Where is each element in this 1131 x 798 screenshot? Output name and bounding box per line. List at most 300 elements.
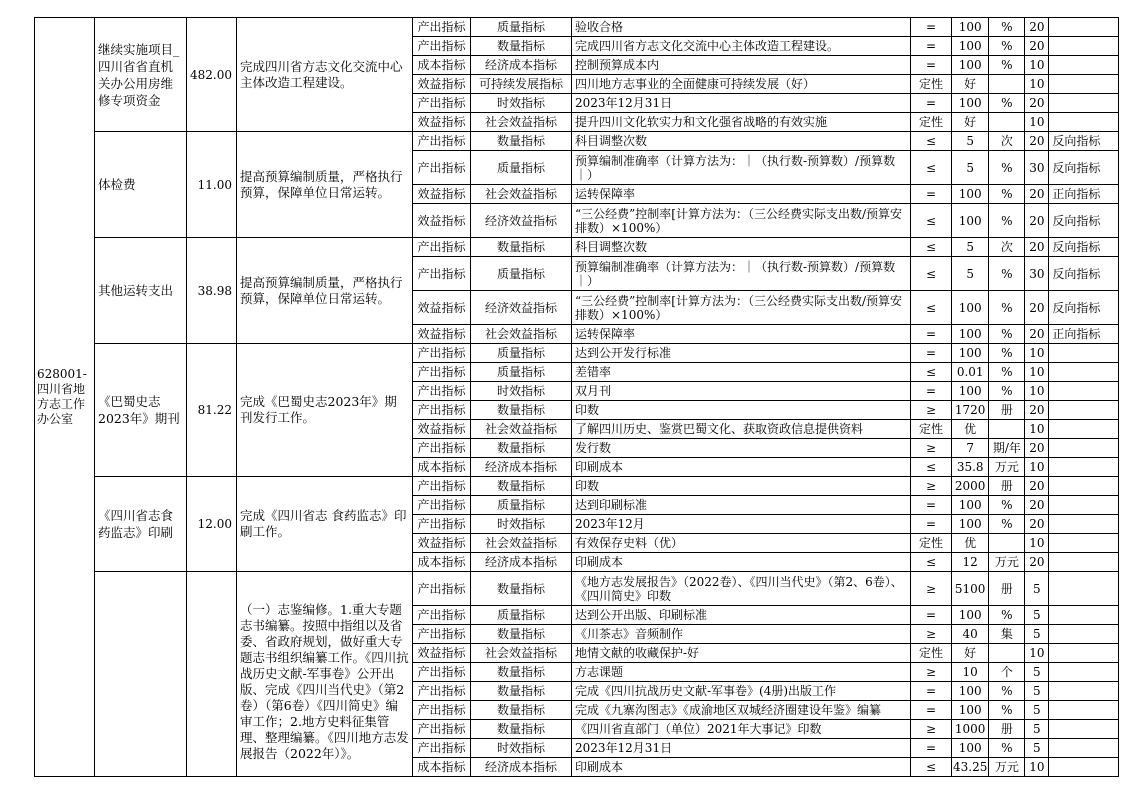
indicator-direction [1049, 739, 1119, 758]
indicator-operator: ≤ [911, 291, 952, 325]
indicator-weight: 5 [1025, 572, 1049, 606]
indicator-level2: 数量指标 [471, 625, 572, 644]
indicator-text: 科目调整次数 [572, 238, 911, 257]
table-row [35, 238, 1119, 257]
indicator-weight: 20 [1025, 185, 1049, 204]
indicator-text: 《四川省直部门（单位）2021年大事记》印数 [572, 720, 911, 739]
indicator-operator: ≤ [911, 204, 952, 238]
indicator-unit [989, 75, 1025, 94]
indicator-direction: 反向指标 [1049, 151, 1119, 185]
indicator-text: 差错率 [572, 363, 911, 382]
indicator-direction [1049, 363, 1119, 382]
indicator-text: 印刷成本 [572, 553, 911, 572]
indicator-direction [1049, 663, 1119, 682]
indicator-unit: % [989, 382, 1025, 401]
indicator-unit: % [989, 363, 1025, 382]
indicator-value: 1000 [952, 720, 989, 739]
indicator-operator: = [911, 344, 952, 363]
indicator-weight: 20 [1025, 515, 1049, 534]
indicator-level1: 产出指标 [413, 439, 471, 458]
indicator-weight: 10 [1025, 420, 1049, 439]
indicator-level2: 时效指标 [471, 94, 572, 113]
indicator-level2: 质量指标 [471, 344, 572, 363]
project-name: 《四川省志食药监志》印刷 [95, 477, 187, 572]
indicator-unit: % [989, 94, 1025, 113]
indicator-direction [1049, 344, 1119, 363]
indicator-unit: % [989, 701, 1025, 720]
indicator-text: 发行数 [572, 439, 911, 458]
indicator-weight: 10 [1025, 75, 1049, 94]
indicator-text: 科目调整次数 [572, 132, 911, 151]
indicator-text: 提升四川文化软实力和文化强省战略的有效实施 [572, 113, 911, 132]
indicator-level1: 产出指标 [413, 606, 471, 625]
indicator-direction [1049, 113, 1119, 132]
indicator-unit: % [989, 606, 1025, 625]
indicator-level2: 质量指标 [471, 257, 572, 291]
indicator-value: 100 [952, 204, 989, 238]
indicator-direction [1049, 625, 1119, 644]
indicator-value: 5 [952, 238, 989, 257]
indicator-level1: 效益指标 [413, 325, 471, 344]
indicator-unit: % [989, 56, 1025, 75]
indicator-value: 7 [952, 439, 989, 458]
indicator-text: 达到公开发行标准 [572, 344, 911, 363]
indicator-value: 5100 [952, 572, 989, 606]
indicator-weight: 5 [1025, 606, 1049, 625]
indicator-text: 有效保存史料（优） [572, 534, 911, 553]
performance-indicator-table [34, 17, 1119, 777]
indicator-weight: 10 [1025, 458, 1049, 477]
indicator-level1: 产出指标 [413, 625, 471, 644]
indicator-operator: ≥ [911, 439, 952, 458]
project-name [95, 572, 187, 777]
indicator-weight: 10 [1025, 363, 1049, 382]
org-cell: 628001-四川省地方志工作办公室 [35, 18, 95, 777]
indicator-unit: % [989, 682, 1025, 701]
indicator-unit: % [989, 496, 1025, 515]
indicator-level2: 经济成本指标 [471, 553, 572, 572]
indicator-text: 印刷成本 [572, 758, 911, 777]
indicator-level1: 效益指标 [413, 113, 471, 132]
indicator-text: 达到公开出版、印刷标准 [572, 606, 911, 625]
indicator-value: 好 [952, 75, 989, 94]
indicator-text: 2023年12月31日 [572, 739, 911, 758]
indicator-text: 2023年12月31日 [572, 94, 911, 113]
indicator-unit: 万元 [989, 758, 1025, 777]
indicator-level1: 成本指标 [413, 758, 471, 777]
indicator-unit: % [989, 37, 1025, 56]
indicator-weight: 5 [1025, 739, 1049, 758]
indicator-weight: 30 [1025, 257, 1049, 291]
indicator-text: 达到印刷标准 [572, 496, 911, 515]
indicator-operator: ≤ [911, 132, 952, 151]
indicator-direction: 正向指标 [1049, 185, 1119, 204]
indicator-weight: 30 [1025, 151, 1049, 185]
indicator-text: 验收合格 [572, 18, 911, 37]
indicator-text: 《地方志发展报告》（2022卷）、《四川当代史》（第2、6卷）、《四川简史》印数 [572, 572, 911, 606]
indicator-level1: 效益指标 [413, 291, 471, 325]
indicator-direction [1049, 37, 1119, 56]
indicator-text: 印刷成本 [572, 458, 911, 477]
indicator-value: 100 [952, 325, 989, 344]
project-goal: 提高预算编制质量，严格执行预算，保障单位日常运转。 [237, 132, 413, 238]
indicator-level1: 产出指标 [413, 382, 471, 401]
indicator-level2: 社会效益指标 [471, 325, 572, 344]
indicator-level2: 经济效益指标 [471, 291, 572, 325]
indicator-value: 12 [952, 553, 989, 572]
table-row [35, 132, 1119, 151]
indicator-weight: 20 [1025, 401, 1049, 420]
indicator-level2: 数量指标 [471, 132, 572, 151]
indicator-value: 100 [952, 496, 989, 515]
indicator-value: 优 [952, 534, 989, 553]
indicator-operator: ≤ [911, 151, 952, 185]
indicator-direction [1049, 606, 1119, 625]
indicator-unit: % [989, 151, 1025, 185]
table-row [35, 572, 1119, 606]
indicator-operator: = [911, 325, 952, 344]
indicator-value: 40 [952, 625, 989, 644]
indicator-value: 100 [952, 344, 989, 363]
indicator-level1: 效益指标 [413, 75, 471, 94]
indicator-text: 完成《九寨沟图志》《成渝地区双城经济圈建设年鉴》编纂 [572, 701, 911, 720]
indicator-level2: 质量指标 [471, 363, 572, 382]
indicator-weight: 20 [1025, 94, 1049, 113]
indicator-direction [1049, 56, 1119, 75]
indicator-direction: 反向指标 [1049, 238, 1119, 257]
indicator-unit: % [989, 325, 1025, 344]
indicator-value: 100 [952, 701, 989, 720]
indicator-value: 10 [952, 663, 989, 682]
indicator-weight: 20 [1025, 238, 1049, 257]
indicator-operator: = [911, 185, 952, 204]
indicator-weight: 20 [1025, 496, 1049, 515]
indicator-level1: 产出指标 [413, 94, 471, 113]
indicator-text: “三公经费”控制率[计算方法为：（三公经费实际支出数/预算安排数）×100%） [572, 204, 911, 238]
project-name: 继续实施项目_四川省省直机关办公用房维修专项资金 [95, 18, 187, 132]
indicator-level2: 数量指标 [471, 37, 572, 56]
indicator-weight: 10 [1025, 534, 1049, 553]
indicator-level1: 效益指标 [413, 644, 471, 663]
project-goal: 完成四川省方志文化交流中心主体改造工程建设。 [237, 18, 413, 132]
indicator-value: 35.8 [952, 458, 989, 477]
indicator-weight: 20 [1025, 477, 1049, 496]
indicator-weight: 20 [1025, 439, 1049, 458]
table-row [35, 477, 1119, 496]
indicator-unit: % [989, 515, 1025, 534]
indicator-value: 好 [952, 113, 989, 132]
indicator-value: 好 [952, 644, 989, 663]
indicator-level2: 经济效益指标 [471, 204, 572, 238]
indicator-level1: 产出指标 [413, 701, 471, 720]
indicator-unit [989, 420, 1025, 439]
indicator-operator: = [911, 739, 952, 758]
indicator-level1: 产出指标 [413, 720, 471, 739]
indicator-unit: % [989, 204, 1025, 238]
indicator-operator: = [911, 37, 952, 56]
indicator-operator: ≤ [911, 257, 952, 291]
indicator-level1: 产出指标 [413, 515, 471, 534]
indicator-direction [1049, 75, 1119, 94]
indicator-direction [1049, 515, 1119, 534]
indicator-text: “三公经费”控制率[计算方法为：（三公经费实际支出数/预算安排数）×100%） [572, 291, 911, 325]
project-name: 《巴蜀史志2023年》期刊 [95, 344, 187, 477]
indicator-level1: 效益指标 [413, 534, 471, 553]
indicator-unit: % [989, 739, 1025, 758]
indicator-operator: 定性 [911, 644, 952, 663]
indicator-level1: 产出指标 [413, 363, 471, 382]
indicator-level1: 产出指标 [413, 572, 471, 606]
indicator-level1: 产出指标 [413, 132, 471, 151]
indicator-direction [1049, 477, 1119, 496]
indicator-direction [1049, 458, 1119, 477]
indicator-level2: 时效指标 [471, 382, 572, 401]
project-name: 其他运转支出 [95, 238, 187, 344]
table-row [35, 344, 1119, 363]
indicator-direction: 反向指标 [1049, 204, 1119, 238]
indicator-text: 了解四川历史、鉴赏巴蜀文化、获取资政信息提供资料 [572, 420, 911, 439]
indicator-level1: 成本指标 [413, 458, 471, 477]
indicator-direction [1049, 382, 1119, 401]
project-goal: 完成《巴蜀史志2023年》期刊发行工作。 [237, 344, 413, 477]
indicator-level2: 可持续发展指标 [471, 75, 572, 94]
indicator-unit: % [989, 291, 1025, 325]
indicator-unit: 次 [989, 238, 1025, 257]
table-row [35, 18, 1119, 37]
indicator-level2: 数量指标 [471, 682, 572, 701]
indicator-operator: = [911, 606, 952, 625]
indicator-weight: 5 [1025, 625, 1049, 644]
indicator-level2: 质量指标 [471, 606, 572, 625]
indicator-unit: % [989, 185, 1025, 204]
project-amount: 81.22 [187, 344, 237, 477]
indicator-level1: 产出指标 [413, 401, 471, 420]
indicator-level1: 效益指标 [413, 185, 471, 204]
indicator-operator: = [911, 94, 952, 113]
indicator-weight: 20 [1025, 204, 1049, 238]
indicator-value: 优 [952, 420, 989, 439]
indicator-operator: = [911, 56, 952, 75]
indicator-direction: 反向指标 [1049, 132, 1119, 151]
indicator-operator: ≤ [911, 238, 952, 257]
indicator-operator: 定性 [911, 113, 952, 132]
indicator-text: 预算编制准确率（计算方法为：｜（执行数-预算数）/预算数｜） [572, 151, 911, 185]
indicator-operator: ≤ [911, 363, 952, 382]
indicator-operator: = [911, 701, 952, 720]
indicator-value: 100 [952, 56, 989, 75]
indicator-level2: 时效指标 [471, 515, 572, 534]
indicator-weight: 10 [1025, 644, 1049, 663]
indicator-level2: 经济成本指标 [471, 458, 572, 477]
indicator-value: 100 [952, 515, 989, 534]
indicator-level2: 经济成本指标 [471, 758, 572, 777]
indicator-level1: 产出指标 [413, 496, 471, 515]
indicator-unit: 期/年 [989, 439, 1025, 458]
indicator-weight: 20 [1025, 18, 1049, 37]
indicator-operator: ≤ [911, 553, 952, 572]
indicator-unit [989, 534, 1025, 553]
indicator-operator: ≥ [911, 720, 952, 739]
indicator-operator: = [911, 496, 952, 515]
indicator-text: 印数 [572, 401, 911, 420]
indicator-level2: 数量指标 [471, 401, 572, 420]
indicator-unit: 册 [989, 572, 1025, 606]
indicator-text: 双月刊 [572, 382, 911, 401]
indicator-level2: 数量指标 [471, 701, 572, 720]
indicator-direction [1049, 553, 1119, 572]
indicator-direction [1049, 420, 1119, 439]
indicator-weight: 10 [1025, 344, 1049, 363]
indicator-weight: 20 [1025, 37, 1049, 56]
indicator-value: 1720 [952, 401, 989, 420]
indicator-value: 100 [952, 94, 989, 113]
indicator-level1: 产出指标 [413, 151, 471, 185]
indicator-value: 100 [952, 606, 989, 625]
indicator-level1: 产出指标 [413, 238, 471, 257]
indicator-direction: 反向指标 [1049, 291, 1119, 325]
indicator-value: 5 [952, 151, 989, 185]
indicator-weight: 5 [1025, 682, 1049, 701]
indicator-direction [1049, 534, 1119, 553]
indicator-level1: 产出指标 [413, 663, 471, 682]
indicator-value: 100 [952, 18, 989, 37]
indicator-level2: 质量指标 [471, 151, 572, 185]
indicator-operator: 定性 [911, 534, 952, 553]
indicator-weight: 10 [1025, 56, 1049, 75]
indicator-level1: 产出指标 [413, 739, 471, 758]
indicator-unit: 集 [989, 625, 1025, 644]
indicator-level2: 质量指标 [471, 496, 572, 515]
indicator-unit: 次 [989, 132, 1025, 151]
indicator-value: 5 [952, 132, 989, 151]
indicator-direction: 正向指标 [1049, 325, 1119, 344]
indicator-value: 2000 [952, 477, 989, 496]
indicator-level2: 经济成本指标 [471, 56, 572, 75]
indicator-level1: 成本指标 [413, 56, 471, 75]
indicator-operator: = [911, 515, 952, 534]
indicator-direction [1049, 496, 1119, 515]
indicator-level2: 数量指标 [471, 720, 572, 739]
indicator-level1: 效益指标 [413, 420, 471, 439]
indicator-text: 完成四川省方志文化交流中心主体改造工程建设。 [572, 37, 911, 56]
indicator-direction [1049, 94, 1119, 113]
indicator-direction [1049, 758, 1119, 777]
indicator-operator: ≥ [911, 477, 952, 496]
indicator-text: 四川地方志事业的全面健康可持续发展（好） [572, 75, 911, 94]
indicator-weight: 20 [1025, 325, 1049, 344]
indicator-operator: 定性 [911, 420, 952, 439]
indicator-value: 0.01 [952, 363, 989, 382]
project-amount: 12.00 [187, 477, 237, 572]
project-goal: （一）志鉴编修。1.重大专题志书编纂。按照中指组以及省委、省政府规划，做好重大专题志书组织编纂工作。《四川抗战历史文献-军事卷》公开出版、完成《四川当代史》（第2卷）（第6卷）《四川简史》编审工作；2.地方史料征集管理、整理编纂。《四川地方志发展报告（2022年）》。 [237, 572, 413, 777]
indicator-unit [989, 644, 1025, 663]
project-amount: 11.00 [187, 132, 237, 238]
indicator-operator: = [911, 18, 952, 37]
indicator-direction [1049, 401, 1119, 420]
indicator-value: 100 [952, 382, 989, 401]
project-name: 体检费 [95, 132, 187, 238]
indicator-unit [989, 113, 1025, 132]
indicator-text: 地情文献的收藏保护-好 [572, 644, 911, 663]
indicator-value: 100 [952, 291, 989, 325]
indicator-unit: % [989, 257, 1025, 291]
indicator-value: 100 [952, 185, 989, 204]
indicator-unit: 万元 [989, 553, 1025, 572]
indicator-direction [1049, 572, 1119, 606]
indicator-weight: 20 [1025, 553, 1049, 572]
project-amount [187, 572, 237, 777]
indicator-operator: ≥ [911, 401, 952, 420]
indicator-weight: 10 [1025, 382, 1049, 401]
indicator-weight: 20 [1025, 132, 1049, 151]
indicator-operator: ≥ [911, 625, 952, 644]
indicator-level2: 社会效益指标 [471, 113, 572, 132]
indicator-operator: ≤ [911, 458, 952, 477]
indicator-value: 5 [952, 257, 989, 291]
indicator-unit: 个 [989, 663, 1025, 682]
indicator-value: 43.25 [952, 758, 989, 777]
indicator-text: 完成《四川抗战历史文献-军事卷》(4册)出版工作 [572, 682, 911, 701]
indicator-level1: 效益指标 [413, 204, 471, 238]
indicator-operator: = [911, 382, 952, 401]
indicator-weight: 5 [1025, 663, 1049, 682]
indicator-level2: 时效指标 [471, 739, 572, 758]
indicator-operator: 定性 [911, 75, 952, 94]
indicator-text: 印数 [572, 477, 911, 496]
indicator-weight: 5 [1025, 720, 1049, 739]
indicator-unit: 册 [989, 720, 1025, 739]
indicator-weight: 5 [1025, 701, 1049, 720]
indicator-text: 运转保障率 [572, 185, 911, 204]
indicator-weight: 20 [1025, 291, 1049, 325]
indicator-text: 控制预算成本内 [572, 56, 911, 75]
indicator-level2: 数量指标 [471, 439, 572, 458]
indicator-direction [1049, 701, 1119, 720]
indicator-level2: 数量指标 [471, 477, 572, 496]
indicator-text: 运转保障率 [572, 325, 911, 344]
indicator-level1: 产出指标 [413, 477, 471, 496]
indicator-text: 方志课题 [572, 663, 911, 682]
indicator-unit: 万元 [989, 458, 1025, 477]
indicator-level2: 质量指标 [471, 18, 572, 37]
indicator-level2: 数量指标 [471, 238, 572, 257]
project-goal: 提高预算编制质量，严格执行预算，保障单位日常运转。 [237, 238, 413, 344]
indicator-operator: ≥ [911, 572, 952, 606]
indicator-level2: 数量指标 [471, 572, 572, 606]
indicator-level1: 产出指标 [413, 682, 471, 701]
indicator-level2: 数量指标 [471, 663, 572, 682]
indicator-value: 100 [952, 739, 989, 758]
indicator-unit: % [989, 344, 1025, 363]
indicator-direction [1049, 720, 1119, 739]
indicator-text: 预算编制准确率（计算方法为：｜（执行数-预算数）/预算数｜） [572, 257, 911, 291]
indicator-unit: 册 [989, 401, 1025, 420]
indicator-unit: 册 [989, 477, 1025, 496]
indicator-value: 100 [952, 37, 989, 56]
project-amount: 482.00 [187, 18, 237, 132]
indicator-level1: 产出指标 [413, 18, 471, 37]
indicator-direction [1049, 644, 1119, 663]
indicator-operator: ≥ [911, 663, 952, 682]
indicator-level2: 社会效益指标 [471, 644, 572, 663]
indicator-level2: 社会效益指标 [471, 420, 572, 439]
indicator-direction [1049, 439, 1119, 458]
indicator-level2: 社会效益指标 [471, 534, 572, 553]
indicator-level1: 产出指标 [413, 257, 471, 291]
indicator-level1: 产出指标 [413, 344, 471, 363]
indicator-operator: ≤ [911, 758, 952, 777]
indicator-weight: 10 [1025, 758, 1049, 777]
